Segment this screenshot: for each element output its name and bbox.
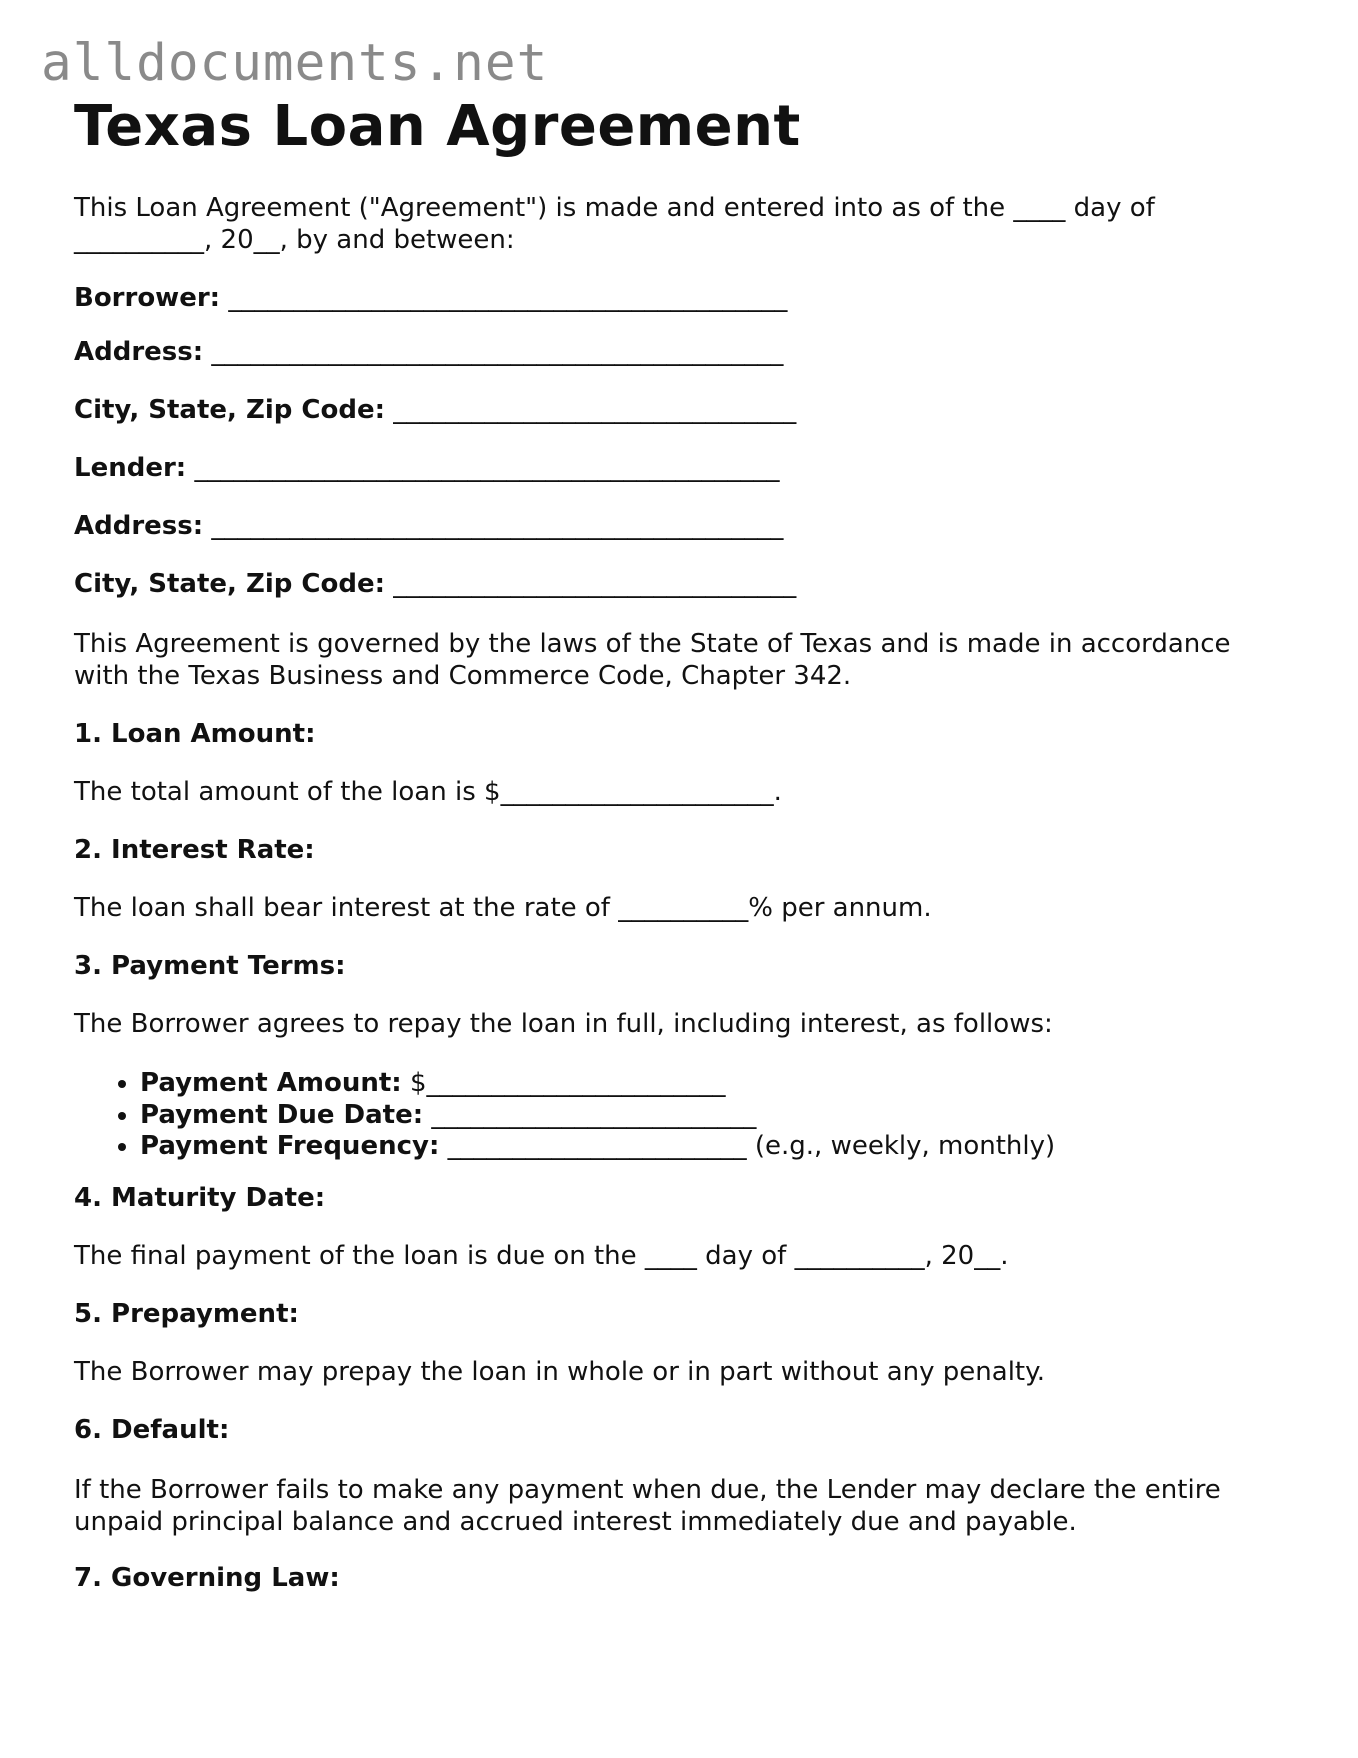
- blank-line: _______________________________: [393, 569, 797, 599]
- section-heading-maturity-date: 4. Maturity Date:: [74, 1183, 326, 1213]
- item-label: Payment Frequency:: [140, 1131, 440, 1161]
- section-text-payment-terms: The Borrower agrees to repay the loan in full, including interest, as follows:: [74, 1009, 1053, 1039]
- field-label: City, State, Zip Code:: [74, 395, 385, 425]
- item-label: Payment Amount:: [140, 1068, 402, 1098]
- lender-field: [74, 452, 779, 484]
- blank-line: _______________________________: [393, 395, 797, 425]
- section-heading-payment-terms: 3. Payment Terms:: [74, 951, 346, 981]
- watermark-logo: alldocuments.net: [41, 34, 549, 93]
- item-value: _______________________ (e.g., weekly, monthly): [439, 1131, 1056, 1161]
- blank-line: _____________________________________________: [194, 453, 780, 483]
- section-heading-default: 6. Default:: [74, 1415, 230, 1445]
- item-label: Payment Due Date:: [140, 1099, 424, 1130]
- lender-city-field: [74, 568, 796, 600]
- list-item: [140, 1131, 1055, 1163]
- document-title: Texas Loan Agreement: [74, 94, 801, 159]
- lender-address-field: [74, 510, 783, 542]
- blank-line: ____________________________________________: [211, 511, 784, 541]
- field-label: Address:: [74, 511, 204, 541]
- payment-terms-list: [74, 1068, 1055, 1163]
- section-heading-interest-rate: 2. Interest Rate:: [74, 835, 315, 865]
- list-item: [140, 1068, 1055, 1100]
- section-heading-prepayment: 5. Prepayment:: [74, 1299, 299, 1329]
- field-label: Lender:: [74, 453, 187, 483]
- section-text-loan-amount: The total amount of the loan is $_____________________.: [74, 777, 782, 807]
- section-text-maturity-date: The final payment of the loan is due on the ____ day of __________, 20__.: [74, 1241, 1009, 1271]
- section-text-interest-rate: The loan shall bear interest at the rate of __________% per annum.: [74, 893, 932, 923]
- section-text-prepayment: The Borrower may prepay the loan in whole or in part without any penalty.: [74, 1357, 1046, 1387]
- governing-statement: This Agreement is governed by the laws of the State of Texas and is made in accordance with the Texas Business and Commerce Code, Chapter 342.: [74, 629, 1231, 691]
- field-label: City, State, Zip Code:: [74, 569, 385, 599]
- section-heading-loan-amount: 1. Loan Amount:: [74, 719, 316, 749]
- field-label: Address:: [74, 337, 204, 367]
- section-heading-governing-law: 7. Governing Law:: [74, 1563, 340, 1593]
- borrower-field: [74, 282, 787, 314]
- item-value: _________________________: [423, 1099, 757, 1130]
- borrower-address-field: [74, 336, 783, 368]
- section-text-default: If the Borrower fails to make any payment when due, the Lender may declare the entire unpaid principal balance and accrued interest immediately due and payable.: [74, 1475, 1221, 1537]
- list-item: [140, 1100, 1055, 1132]
- blank-line: ___________________________________________: [228, 283, 788, 313]
- item-value: $_______________________: [401, 1068, 726, 1098]
- field-label: Borrower:: [74, 283, 221, 313]
- intro-paragraph: This Loan Agreement ("Agreement") is made and entered into as of the ____ day of __________, 20__, by and between:: [74, 193, 1155, 255]
- blank-line: ____________________________________________: [211, 337, 784, 367]
- borrower-city-field: [74, 394, 796, 426]
